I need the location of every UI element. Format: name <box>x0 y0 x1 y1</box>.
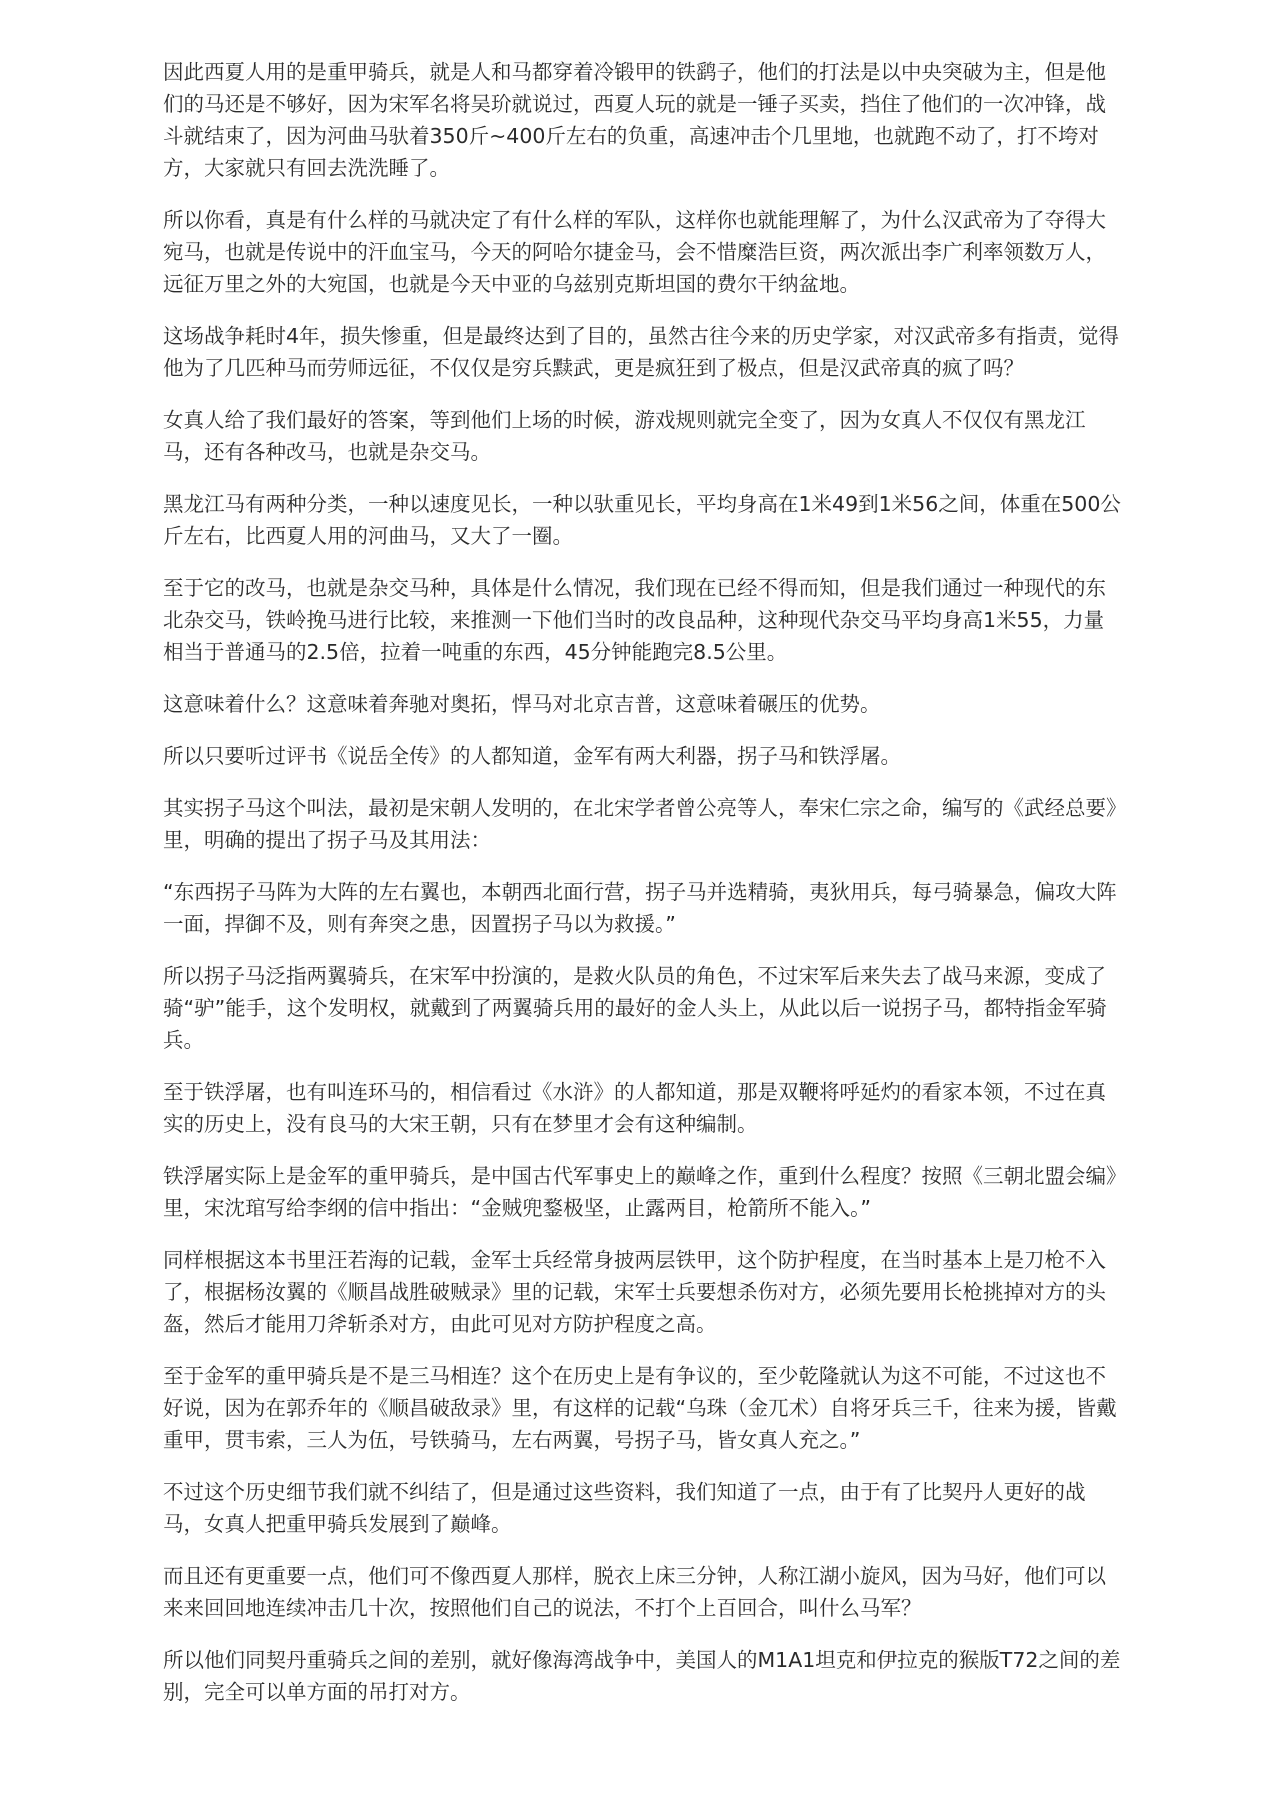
paragraph: 这场战争耗时4年，损失惨重，但是最终达到了目的，虽然古往今来的历史学家，对汉武帝多有指责，觉得他为了几匹种马而劳师远征，不仅仅是穷兵黩武，更是疯狂到了极点，但是汉武帝真的疯了吗？ <box>163 324 1120 380</box>
paragraph: 所以你看，真是有什么样的马就决定了有什么样的军队，这样你也就能理解了，为什么汉武帝为了夺得大宛马，也就是传说中的汗血宝马，今天的阿哈尔捷金马，会不惜糜浩巨资，两次派出李广利率领数万人，远征万里之外的大宛国，也就是今天中亚的乌兹别克斯坦国的费尔干纳盆地。 <box>163 208 1106 296</box>
paragraph: 因此西夏人用的是重甲骑兵，就是人和马都穿着冷锻甲的铁鹞子，他们的打法是以中央突破为主，但是他们的马还是不够好，因为宋军名将吴玠就说过，西夏人玩的就是一锤子买卖，挡住了他们的一次冲锋，战斗就结束了，因为河曲马驮着350斤~400斤左右的负重，高速冲击个几里地，也就跑不动了，打不垮对方，大家就只有回去洗洗睡了。 <box>163 60 1106 180</box>
quote-paragraph: “东西拐子马阵为大阵的左右翼也，本朝西北面行营，拐子马并选精骑，夷狄用兵，每弓骑暴急，偏攻大阵一面，捍御不及，则有奔突之患，因置拐子马以为救援。” <box>163 880 1117 936</box>
paragraph: 不过这个历史细节我们就不纠结了，但是通过这些资料，我们知道了一点，由于有了比契丹人更好的战马，女真人把重甲骑兵发展到了巅峰。 <box>163 1480 1086 1536</box>
paragraph: 女真人给了我们最好的答案，等到他们上场的时候，游戏规则就完全变了，因为女真人不仅仅有黑龙江马，还有各种改马，也就是杂交马。 <box>163 408 1086 464</box>
paragraph: 同样根据这本书里汪若海的记载，金军士兵经常身披两层铁甲，这个防护程度，在当时基本上是刀枪不入了，根据杨汝翼的《顺昌战胜破贼录》里的记载，宋军士兵要想杀伤对方，必须先要用长枪挑掉对方的头盔，然后才能用刀斧斩杀对方，由此可见对方防护程度之高。 <box>163 1248 1106 1336</box>
paragraph: 所以只要听过评书《说岳全传》的人都知道，金军有两大利器，拐子马和铁浮屠。 <box>163 744 901 768</box>
paragraph: 所以他们同契丹重骑兵之间的差别，就好像海湾战争中，美国人的M1A1坦克和伊拉克的猴版T72之间的差别，完全可以单方面的吊打对方。 <box>163 1648 1121 1704</box>
paragraph: 所以拐子马泛指两翼骑兵，在宋军中扮演的，是救火队员的角色，不过宋军后来失去了战马来源，变成了骑“驴”能手，这个发明权，就戴到了两翼骑兵用的最好的金人头上，从此以后一说拐子马，都特指金军骑兵。 <box>163 964 1107 1052</box>
paragraph: 铁浮屠实际上是金军的重甲骑兵，是中国古代军事史上的巅峰之作，重到什么程度？按照《三朝北盟会编》里，宋沈琯写给李纲的信中指出：“金贼兜鍪极坚，止露两目，枪箭所不能入。” <box>163 1164 1117 1220</box>
paragraph: 这意味着什么？这意味着奔驰对奥拓，悍马对北京吉普，这意味着碾压的优势。 <box>163 692 881 716</box>
paragraph: 至于铁浮屠，也有叫连环马的，相信看过《水浒》的人都知道，那是双鞭将呼延灼的看家本领，不过在真实的历史上，没有良马的大宋王朝，只有在梦里才会有这种编制。 <box>163 1080 1106 1136</box>
paragraph: 而且还有更重要一点，他们可不像西夏人那样，脱衣上床三分钟，人称江湖小旋风，因为马好，他们可以来来回回地连续冲击几十次，按照他们自己的说法，不打个上百回合，叫什么马军？ <box>163 1564 1106 1620</box>
paragraph: 其实拐子马这个叫法，最初是宋朝人发明的，在北宋学者曾公亮等人，奉宋仁宗之命，编写的《武经总要》里，明确的提出了拐子马及其用法： <box>163 796 1117 852</box>
paragraph: 至于金军的重甲骑兵是不是三马相连？这个在历史上是有争议的，至少乾隆就认为这不可能，不过这也不好说，因为在郭乔年的《顺昌破敌录》里，有这样的记载“乌珠（金兀术）自将牙兵三千，往来为援，皆戴重甲，贯韦索，三人为伍，号铁骑马，左右两翼，号拐子马，皆女真人充之。” <box>163 1364 1117 1452</box>
article-body <box>163 56 1123 1728</box>
paragraph: 至于它的改马，也就是杂交马种，具体是什么情况，我们现在已经不得而知，但是我们通过一种现代的东北杂交马，铁岭挽马进行比较，来推测一下他们当时的改良品种，这种现代杂交马平均身高1米55，力量相当于普通马的2.5倍，拉着一吨重的东西，45分钟能跑完8.5公里。 <box>163 576 1106 664</box>
paragraph: 黑龙江马有两种分类，一种以速度见长，一种以驮重见长，平均身高在1米49到1米56之间，体重在500公斤左右，比西夏人用的河曲马，又大了一圈。 <box>163 492 1121 548</box>
